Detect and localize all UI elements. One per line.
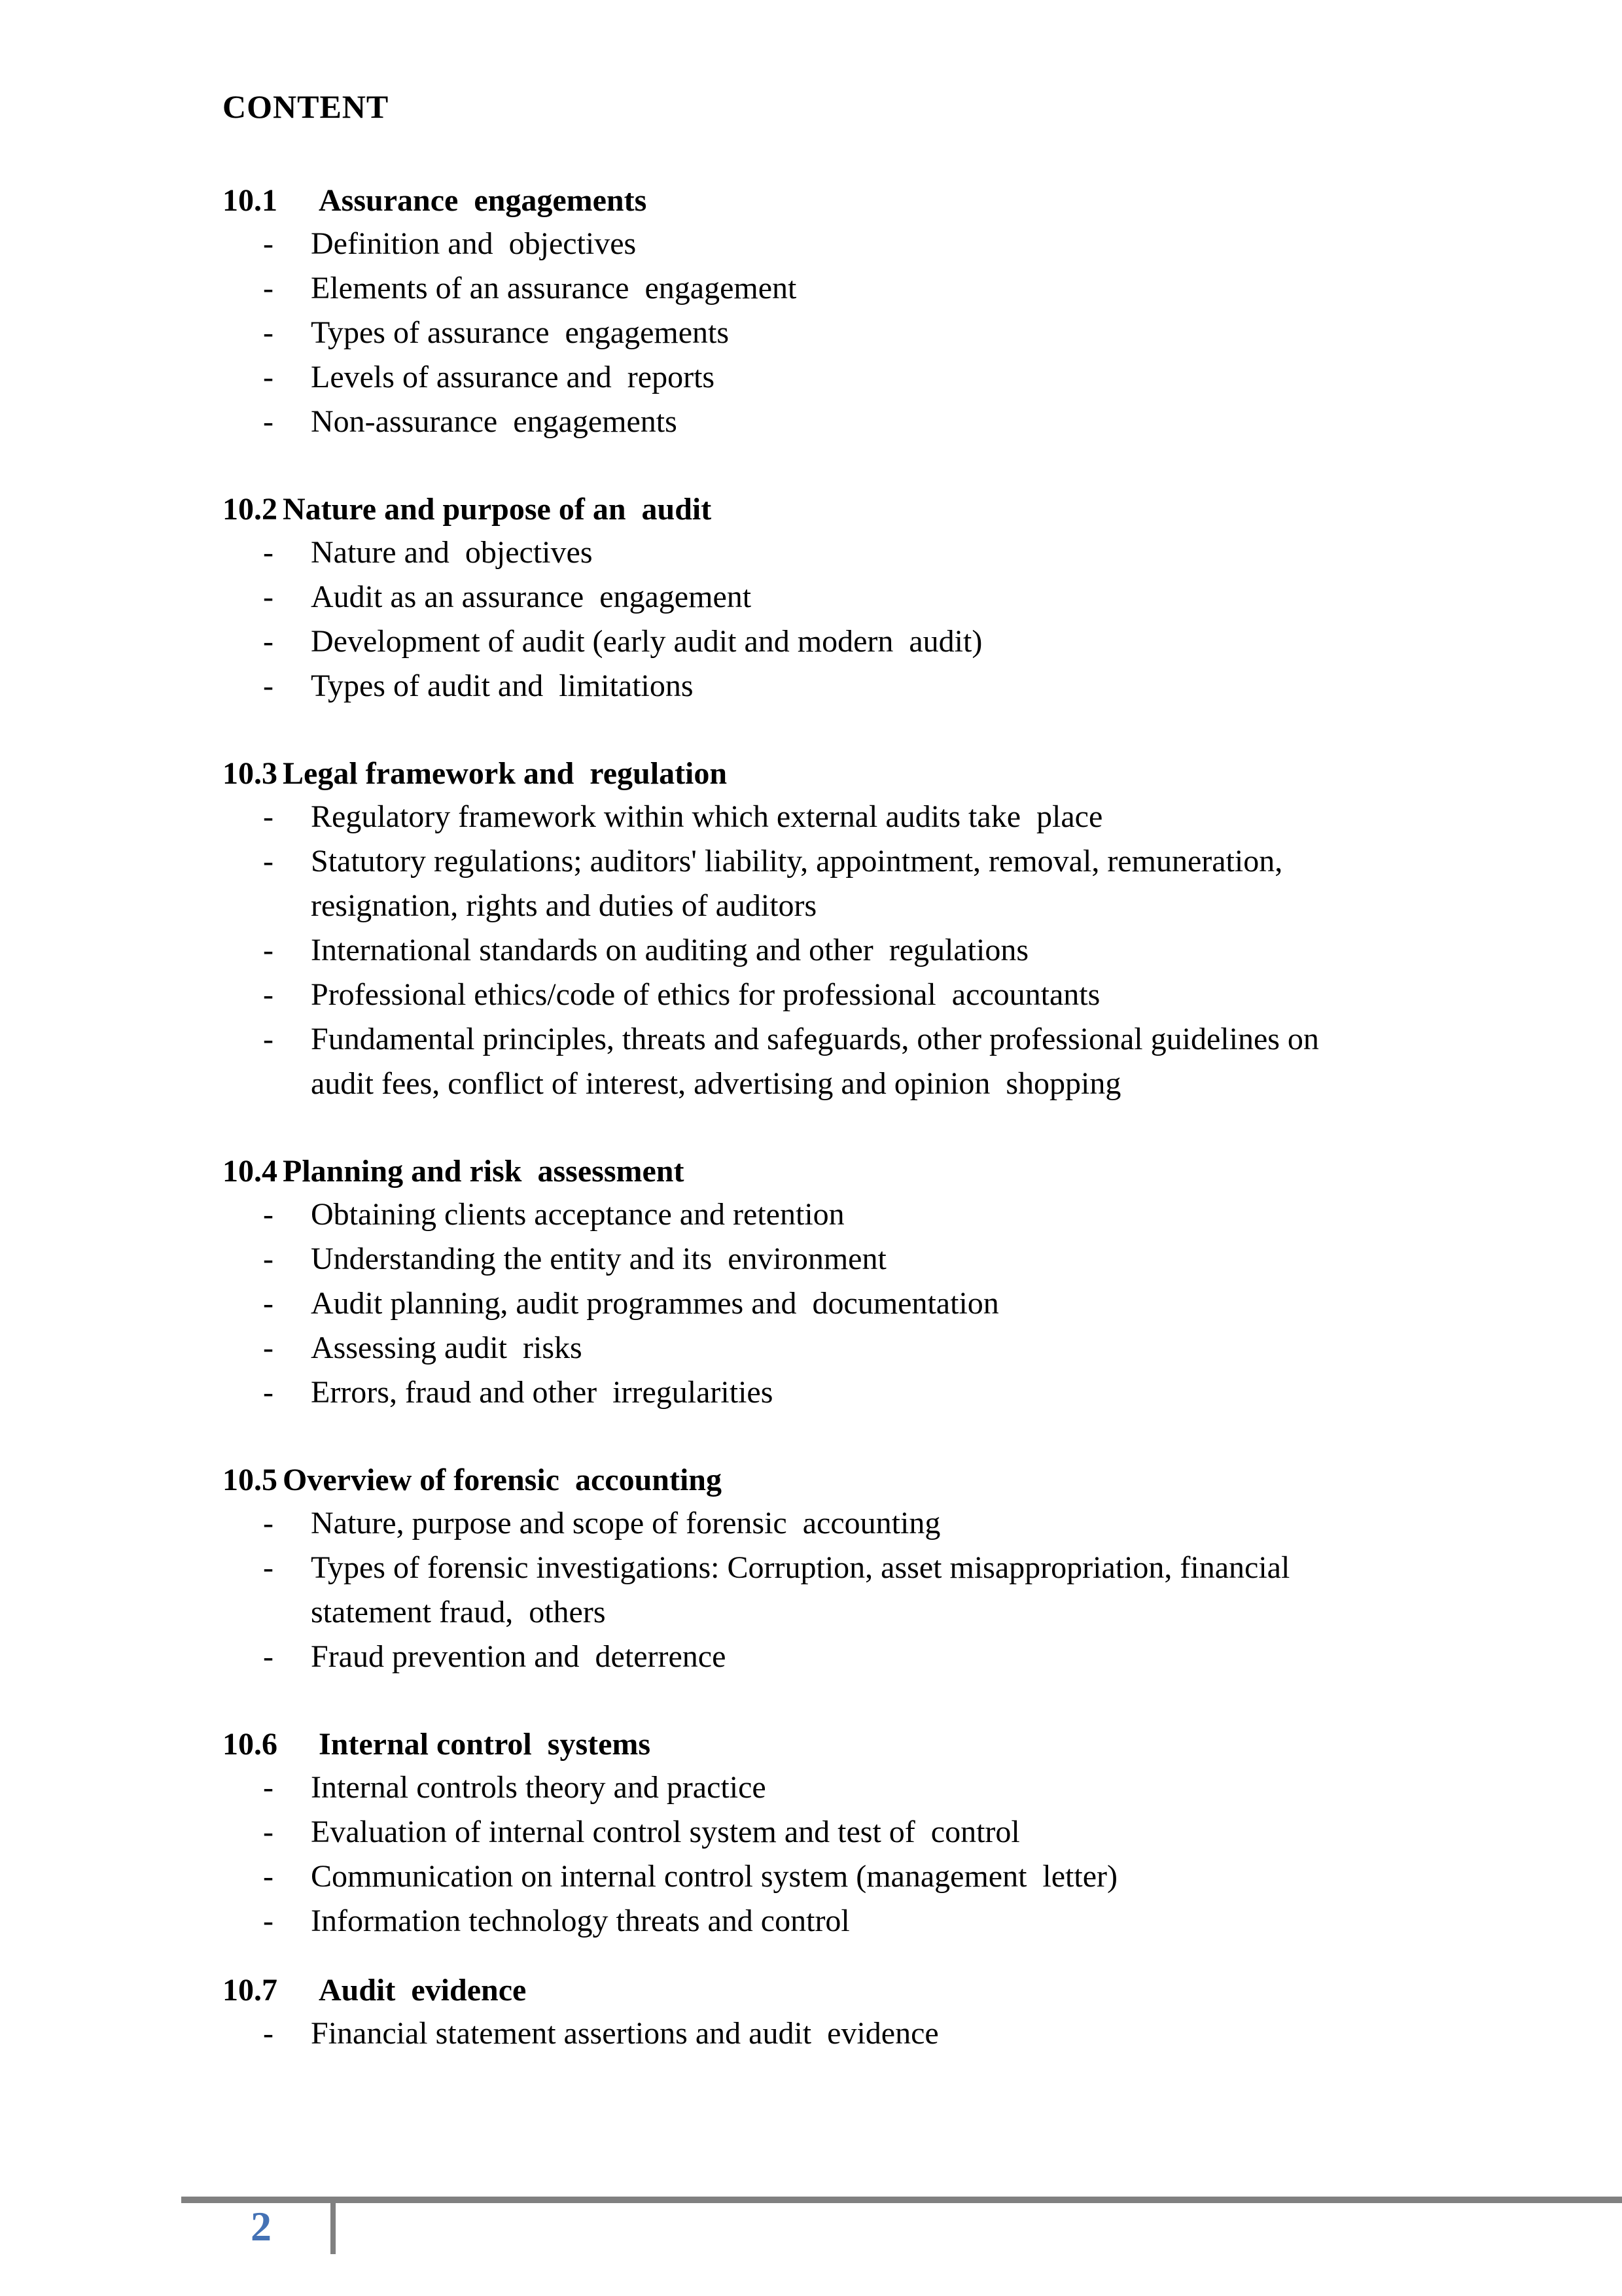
item-dash: - — [263, 799, 273, 834]
toc-item — [222, 266, 1498, 311]
item-text: Fraud prevention and deterrence — [311, 1639, 726, 1674]
item-dash: - — [263, 535, 273, 570]
item-text: Levels of assurance and reports — [311, 360, 715, 394]
item-dash: - — [263, 669, 273, 703]
toc-item — [222, 2011, 1498, 2056]
toc-item — [222, 355, 1498, 400]
toc-item — [222, 795, 1498, 839]
item-text: Audit as an assurance engagement — [311, 580, 752, 614]
item-dash: - — [263, 624, 273, 659]
item-dash: - — [263, 360, 273, 394]
item-text: Audit planning, audit programmes and documentation — [311, 1286, 999, 1321]
toc-item — [222, 1899, 1498, 1943]
toc-section-10.6 — [222, 1729, 1498, 1943]
section-number: 10.5 — [222, 1463, 277, 1497]
section-title: Internal control systems — [319, 1727, 651, 1762]
toc-item — [222, 575, 1498, 619]
toc-item — [222, 1810, 1498, 1854]
toc-item — [222, 1017, 1498, 1062]
item-text: Errors, fraud and other irregularities — [311, 1375, 773, 1410]
section-heading — [222, 758, 1498, 790]
item-text: Nature and objectives — [311, 535, 593, 570]
section-number: 10.1 — [222, 183, 277, 218]
section-title: Nature and purpose of an audit — [283, 492, 712, 527]
item-text: Internal controls theory and practice — [311, 1770, 766, 1805]
item-text: resignation, rights and duties of auditors — [311, 888, 817, 923]
item-text: International standards on auditing and other regulations — [311, 933, 1029, 967]
toc-section-10.5 — [222, 1465, 1498, 1679]
toc-item — [222, 973, 1498, 1017]
item-dash: - — [263, 1197, 273, 1232]
section-number: 10.2 — [222, 492, 277, 527]
item-dash: - — [263, 315, 273, 350]
section-title: Assurance engagements — [319, 183, 647, 218]
item-dash: - — [263, 580, 273, 614]
item-dash: - — [263, 1331, 273, 1365]
item-text: Professional ethics/code of ethics for professional accountants — [311, 977, 1101, 1012]
toc-section-10.2 — [222, 494, 1498, 708]
section-heading — [222, 494, 1498, 525]
item-text: Information technology threats and control — [311, 1904, 850, 1938]
section-heading — [222, 1729, 1498, 1760]
item-text: Types of forensic investigations: Corruption, asset misappropriation, financial — [311, 1550, 1290, 1585]
toc-item — [222, 1370, 1498, 1415]
section-title: Planning and risk assessment — [283, 1154, 684, 1189]
item-text: Development of audit (early audit and modern audit) — [311, 624, 983, 659]
toc-sections — [222, 185, 1498, 2056]
section-title: Overview of forensic accounting — [283, 1463, 722, 1497]
section-heading — [222, 1975, 1498, 2006]
toc-item — [222, 664, 1498, 708]
item-dash: - — [263, 1770, 273, 1805]
item-dash: - — [263, 1286, 273, 1321]
footer-divider-tick — [330, 2197, 336, 2254]
item-dash: - — [263, 1022, 273, 1056]
item-text: Types of assurance engagements — [311, 315, 730, 350]
item-text: Understanding the entity and its environment — [311, 1242, 887, 1276]
toc-item — [222, 1501, 1498, 1546]
item-dash: - — [263, 404, 273, 439]
item-dash: - — [263, 271, 273, 305]
item-dash: - — [263, 1904, 273, 1938]
item-dash: - — [263, 1375, 273, 1410]
item-dash: - — [263, 933, 273, 967]
toc-item — [222, 839, 1498, 884]
item-dash: - — [263, 1242, 273, 1276]
toc-item — [222, 1326, 1498, 1370]
item-dash: - — [263, 2016, 273, 2051]
item-dash: - — [263, 1506, 273, 1540]
section-number: 10.6 — [222, 1727, 277, 1762]
item-dash: - — [263, 1639, 273, 1674]
item-dash: - — [263, 977, 273, 1012]
item-text: Types of audit and limitations — [311, 669, 694, 703]
toc-item — [222, 222, 1498, 266]
item-text: Non-assurance engagements — [311, 404, 677, 439]
toc-item — [222, 311, 1498, 355]
toc-item — [222, 1546, 1498, 1590]
section-number: 10.7 — [222, 1973, 277, 2008]
toc-item-continuation — [222, 884, 1498, 928]
toc-item — [222, 1237, 1498, 1281]
toc-item — [222, 1281, 1498, 1326]
section-title: Audit evidence — [319, 1973, 527, 2008]
item-text: audit fees, conflict of interest, advertising and opinion shopping — [311, 1066, 1121, 1101]
item-text: Elements of an assurance engagement — [311, 271, 797, 305]
item-text: Nature, purpose and scope of forensic accounting — [311, 1506, 941, 1540]
toc-section-10.4 — [222, 1156, 1498, 1415]
page-title: CONTENT — [222, 88, 389, 125]
item-dash: - — [263, 844, 273, 878]
item-dash: - — [263, 1859, 273, 1894]
toc-section-10.1 — [222, 185, 1498, 444]
item-dash: - — [263, 226, 273, 261]
item-text: Statutory regulations; auditors' liability, appointment, removal, remuneration, — [311, 844, 1283, 878]
item-text: Communication on internal control system (management letter) — [311, 1859, 1118, 1894]
item-text: statement fraud, others — [311, 1595, 606, 1629]
item-text: Fundamental principles, threats and safeguards, other professional guidelines on — [311, 1022, 1319, 1056]
toc-item — [222, 1765, 1498, 1810]
toc-item — [222, 928, 1498, 973]
toc-item-continuation — [222, 1590, 1498, 1635]
item-dash: - — [263, 1550, 273, 1585]
item-dash: - — [263, 1815, 273, 1849]
toc-content — [222, 88, 1498, 2056]
item-text: Assessing audit risks — [311, 1331, 582, 1365]
section-heading — [222, 1465, 1498, 1496]
item-text: Definition and objectives — [311, 226, 637, 261]
section-heading — [222, 1156, 1498, 1187]
item-text: Regulatory framework within which external audits take place — [311, 799, 1103, 834]
toc-item — [222, 1635, 1498, 1679]
toc-section-10.3 — [222, 758, 1498, 1106]
section-heading — [222, 185, 1498, 217]
toc-item — [222, 1192, 1498, 1237]
section-number: 10.3 — [222, 756, 277, 791]
toc-item — [222, 400, 1498, 444]
toc-item — [222, 619, 1498, 664]
item-text: Obtaining clients acceptance and retention — [311, 1197, 845, 1232]
toc-section-10.7 — [222, 1975, 1498, 2056]
toc-item — [222, 1854, 1498, 1899]
item-text: Financial statement assertions and audit evidence — [311, 2016, 939, 2051]
section-title: Legal framework and regulation — [283, 756, 728, 791]
section-number: 10.4 — [222, 1154, 277, 1189]
toc-item — [222, 531, 1498, 575]
item-text: Evaluation of internal control system and test of control — [311, 1815, 1020, 1849]
toc-item-continuation — [222, 1062, 1498, 1106]
footer-rule — [181, 2197, 1622, 2203]
page-number: 2 — [251, 2203, 272, 2250]
